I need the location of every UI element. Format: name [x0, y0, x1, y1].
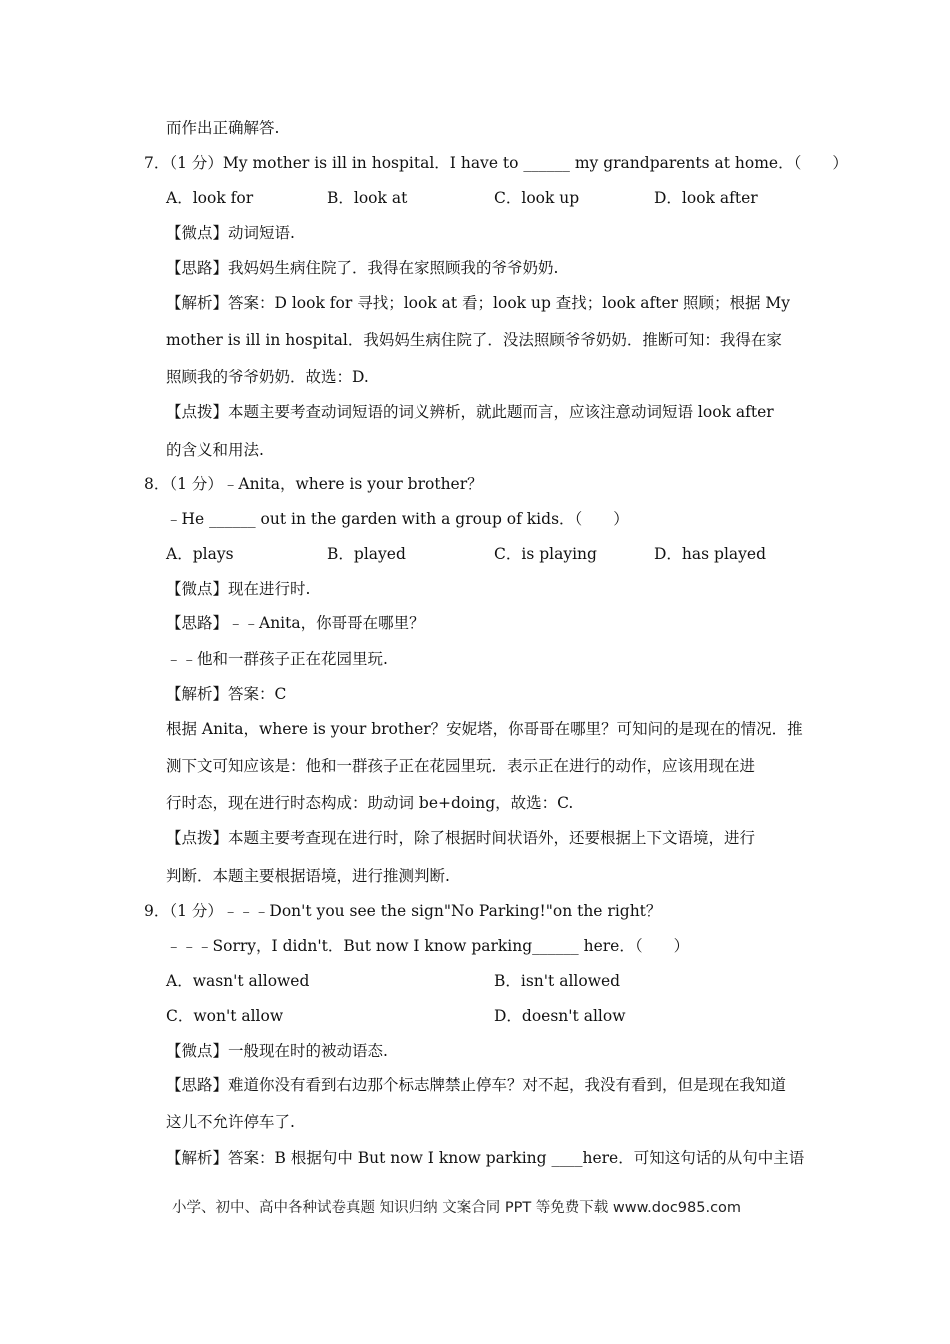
- q8-idea: 【思路】﹣﹣Anita，你哥哥在哪里？: [166, 614, 425, 632]
- intro-text: 而作出正确解答.: [166, 119, 280, 137]
- q9-idea-line-1: 【思路】难道你没有看到右边那个标志牌禁止停车？对不起，我没有看到，但是现在我知道: [166, 1076, 787, 1094]
- q9-option-a: A．wasn't allowed: [166, 972, 310, 990]
- q7-stem: 7．（1 分）My mother is ill in hospital．I have to ______ my grandparents at home．（ ）: [144, 154, 848, 172]
- q9-option-d: D．doesn't allow: [494, 1007, 626, 1025]
- q9-option-b: B．isn't allowed: [494, 972, 621, 990]
- q7-option-c: C．look up: [494, 189, 580, 207]
- q8-tip-line-1: 【点拨】本题主要考查现在进行时，除了根据时间状语外，还要根据上下文语境，进行: [166, 829, 756, 847]
- q7-analysis-line-3: 照顾我的爷爷奶奶．故选：D.: [166, 368, 369, 386]
- q8-option-d: D．has played: [654, 545, 767, 563]
- q7-tip-line-2: 的含义和用法.: [166, 441, 264, 459]
- q7-tip-line-1: 【点拨】本题主要考查动词短语的词义辨析，就此题而言，应该注意动词短语 look after: [166, 403, 774, 421]
- q9-stem-2: ﹣﹣﹣Sorry，I didn't．But now I know parking______ here．（ ）: [166, 937, 690, 955]
- q8-option-b: B．played: [327, 545, 406, 563]
- q9-stem: 9．（1 分）﹣﹣﹣Don't you see the sign"No Parking!"on the right？: [144, 902, 662, 920]
- page-footer: 小学、初中、高中各种试卷真题 知识归纳 文案合同 PPT 等免费下载 www.doc985.com: [172, 1200, 742, 1216]
- q7-analysis-line-1: 【解析】答案：D look for 寻找；look at 看；look up 查找；look after 照顾；根据 My: [166, 294, 791, 312]
- q9-option-c: C．won't allow: [166, 1007, 284, 1025]
- q8-tip-line-2: 判断．本题主要根据语境，进行推测判断.: [166, 867, 450, 885]
- q8-analysis-line-1: 根据 Anita，where is your brother？安妮塔，你哥哥在哪里？可知问的是现在的情况．推: [166, 720, 803, 738]
- q9-idea-line-2: 这儿不允许停车了.: [166, 1113, 295, 1131]
- q8-option-c: C．is playing: [494, 545, 597, 563]
- q7-option-a: A．look for: [166, 189, 254, 207]
- q7-option-b: B．look at: [327, 189, 408, 207]
- q8-analysis-line-3: 行时态，现在进行时态构成：助动词 be+doing，故选：C.: [166, 794, 574, 812]
- q7-option-d: D．look after: [654, 189, 758, 207]
- q8-stem: 8．（1 分）﹣Anita，where is your brother？: [144, 475, 483, 493]
- q8-option-a: A．plays: [166, 545, 234, 563]
- q8-analysis-line-2: 测下文可知应该是：他和一群孩子正在花园里玩．表示正在进行的动作，应该用现在进: [166, 757, 756, 775]
- q7-idea: 【思路】我妈妈生病住院了．我得在家照顾我的爷爷奶奶.: [166, 259, 559, 277]
- q9-point: 【微点】一般现在时的被动语态.: [166, 1042, 388, 1060]
- q8-stem-2: ﹣He ______ out in the garden with a group of kids．（ ）: [166, 510, 629, 528]
- q7-point: 【微点】动词短语.: [166, 224, 295, 242]
- q7-analysis-line-2: mother is ill in hospital．我妈妈生病住院了．没法照顾爷爷奶奶．推断可知：我得在家: [166, 331, 782, 349]
- q8-point: 【微点】现在进行时.: [166, 580, 311, 598]
- q8-answer: 【解析】答案：C: [166, 685, 287, 703]
- q8-idea-2: ﹣﹣他和一群孩子正在花园里玩.: [166, 650, 388, 668]
- q9-analysis: 【解析】答案：B 根据句中 But now I know parking ____here．可知这句话的从句中主语: [166, 1149, 805, 1167]
